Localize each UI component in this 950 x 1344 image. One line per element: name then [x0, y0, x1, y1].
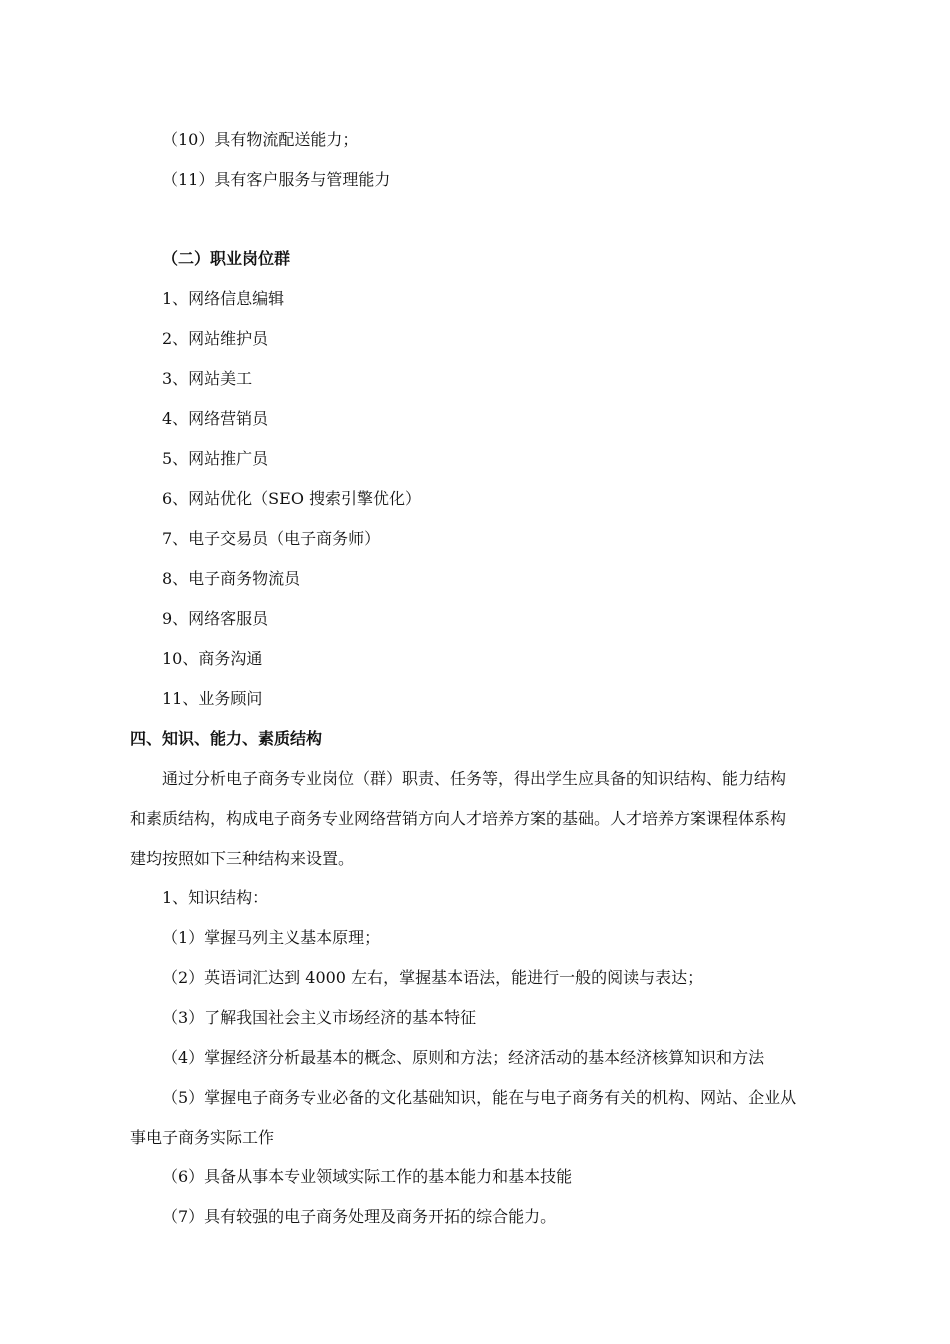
ability-item-10: （10）具有物流配送能力；: [162, 130, 359, 149]
knowledge-item-5-continued: 事电子商务实际工作: [130, 1128, 275, 1147]
knowledge-item-5: （5）掌握电子商务专业必备的文化基础知识，能在与电子商务有关的机构、网站、企业从: [162, 1088, 797, 1107]
knowledge-item-3: （3）了解我国社会主义市场经济的基本特征: [162, 1008, 477, 1027]
knowledge-item-4: （4）掌握经济分析最基本的概念、原则和方法；经济活动的基本经济核算知识和方法: [162, 1048, 765, 1067]
section-two-heading: （二）职业岗位群: [162, 249, 291, 268]
position-item-8: 8、电子商务物流员: [162, 569, 301, 588]
position-item-9: 9、网络客服员: [162, 609, 269, 628]
position-item-5: 5、网站推广员: [162, 449, 269, 468]
position-item-7: 7、电子交易员（电子商务师）: [162, 529, 381, 548]
position-item-11: 11、业务顾问: [162, 689, 263, 708]
position-item-10: 10、商务沟通: [162, 649, 263, 668]
position-item-4: 4、网络营销员: [162, 409, 269, 428]
knowledge-heading: 1、知识结构：: [162, 888, 269, 907]
knowledge-item-2: （2）英语词汇达到 4000 左右，掌握基本语法，能进行一般的阅读与表达；: [162, 968, 704, 987]
knowledge-item-1: （1）掌握马列主义基本原理；: [162, 928, 381, 947]
intro-line-3: 建均按照如下三种结构来设置。: [130, 849, 355, 868]
knowledge-item-6: （6）具备从事本专业领域实际工作的基本能力和基本技能: [162, 1167, 573, 1186]
knowledge-item-7: （7）具有较强的电子商务处理及商务开拓的综合能力。: [162, 1207, 557, 1226]
ability-item-11: （11）具有客户服务与管理能力: [162, 170, 391, 189]
position-item-2: 2、网站维护员: [162, 329, 269, 348]
intro-line-1: 通过分析电子商务专业岗位（群）职责、任务等，得出学生应具备的知识结构、能力结构: [162, 769, 787, 788]
intro-line-2: 和素质结构，构成电子商务专业网络营销方向人才培养方案的基础。人才培养方案课程体系构: [130, 809, 787, 828]
position-item-6: 6、网站优化（SEO 搜索引擎优化）: [162, 489, 422, 508]
position-item-1: 1、网络信息编辑: [162, 289, 285, 308]
section-four-heading: 四、知识、能力、素质结构: [130, 729, 323, 748]
position-item-3: 3、网站美工: [162, 369, 253, 388]
